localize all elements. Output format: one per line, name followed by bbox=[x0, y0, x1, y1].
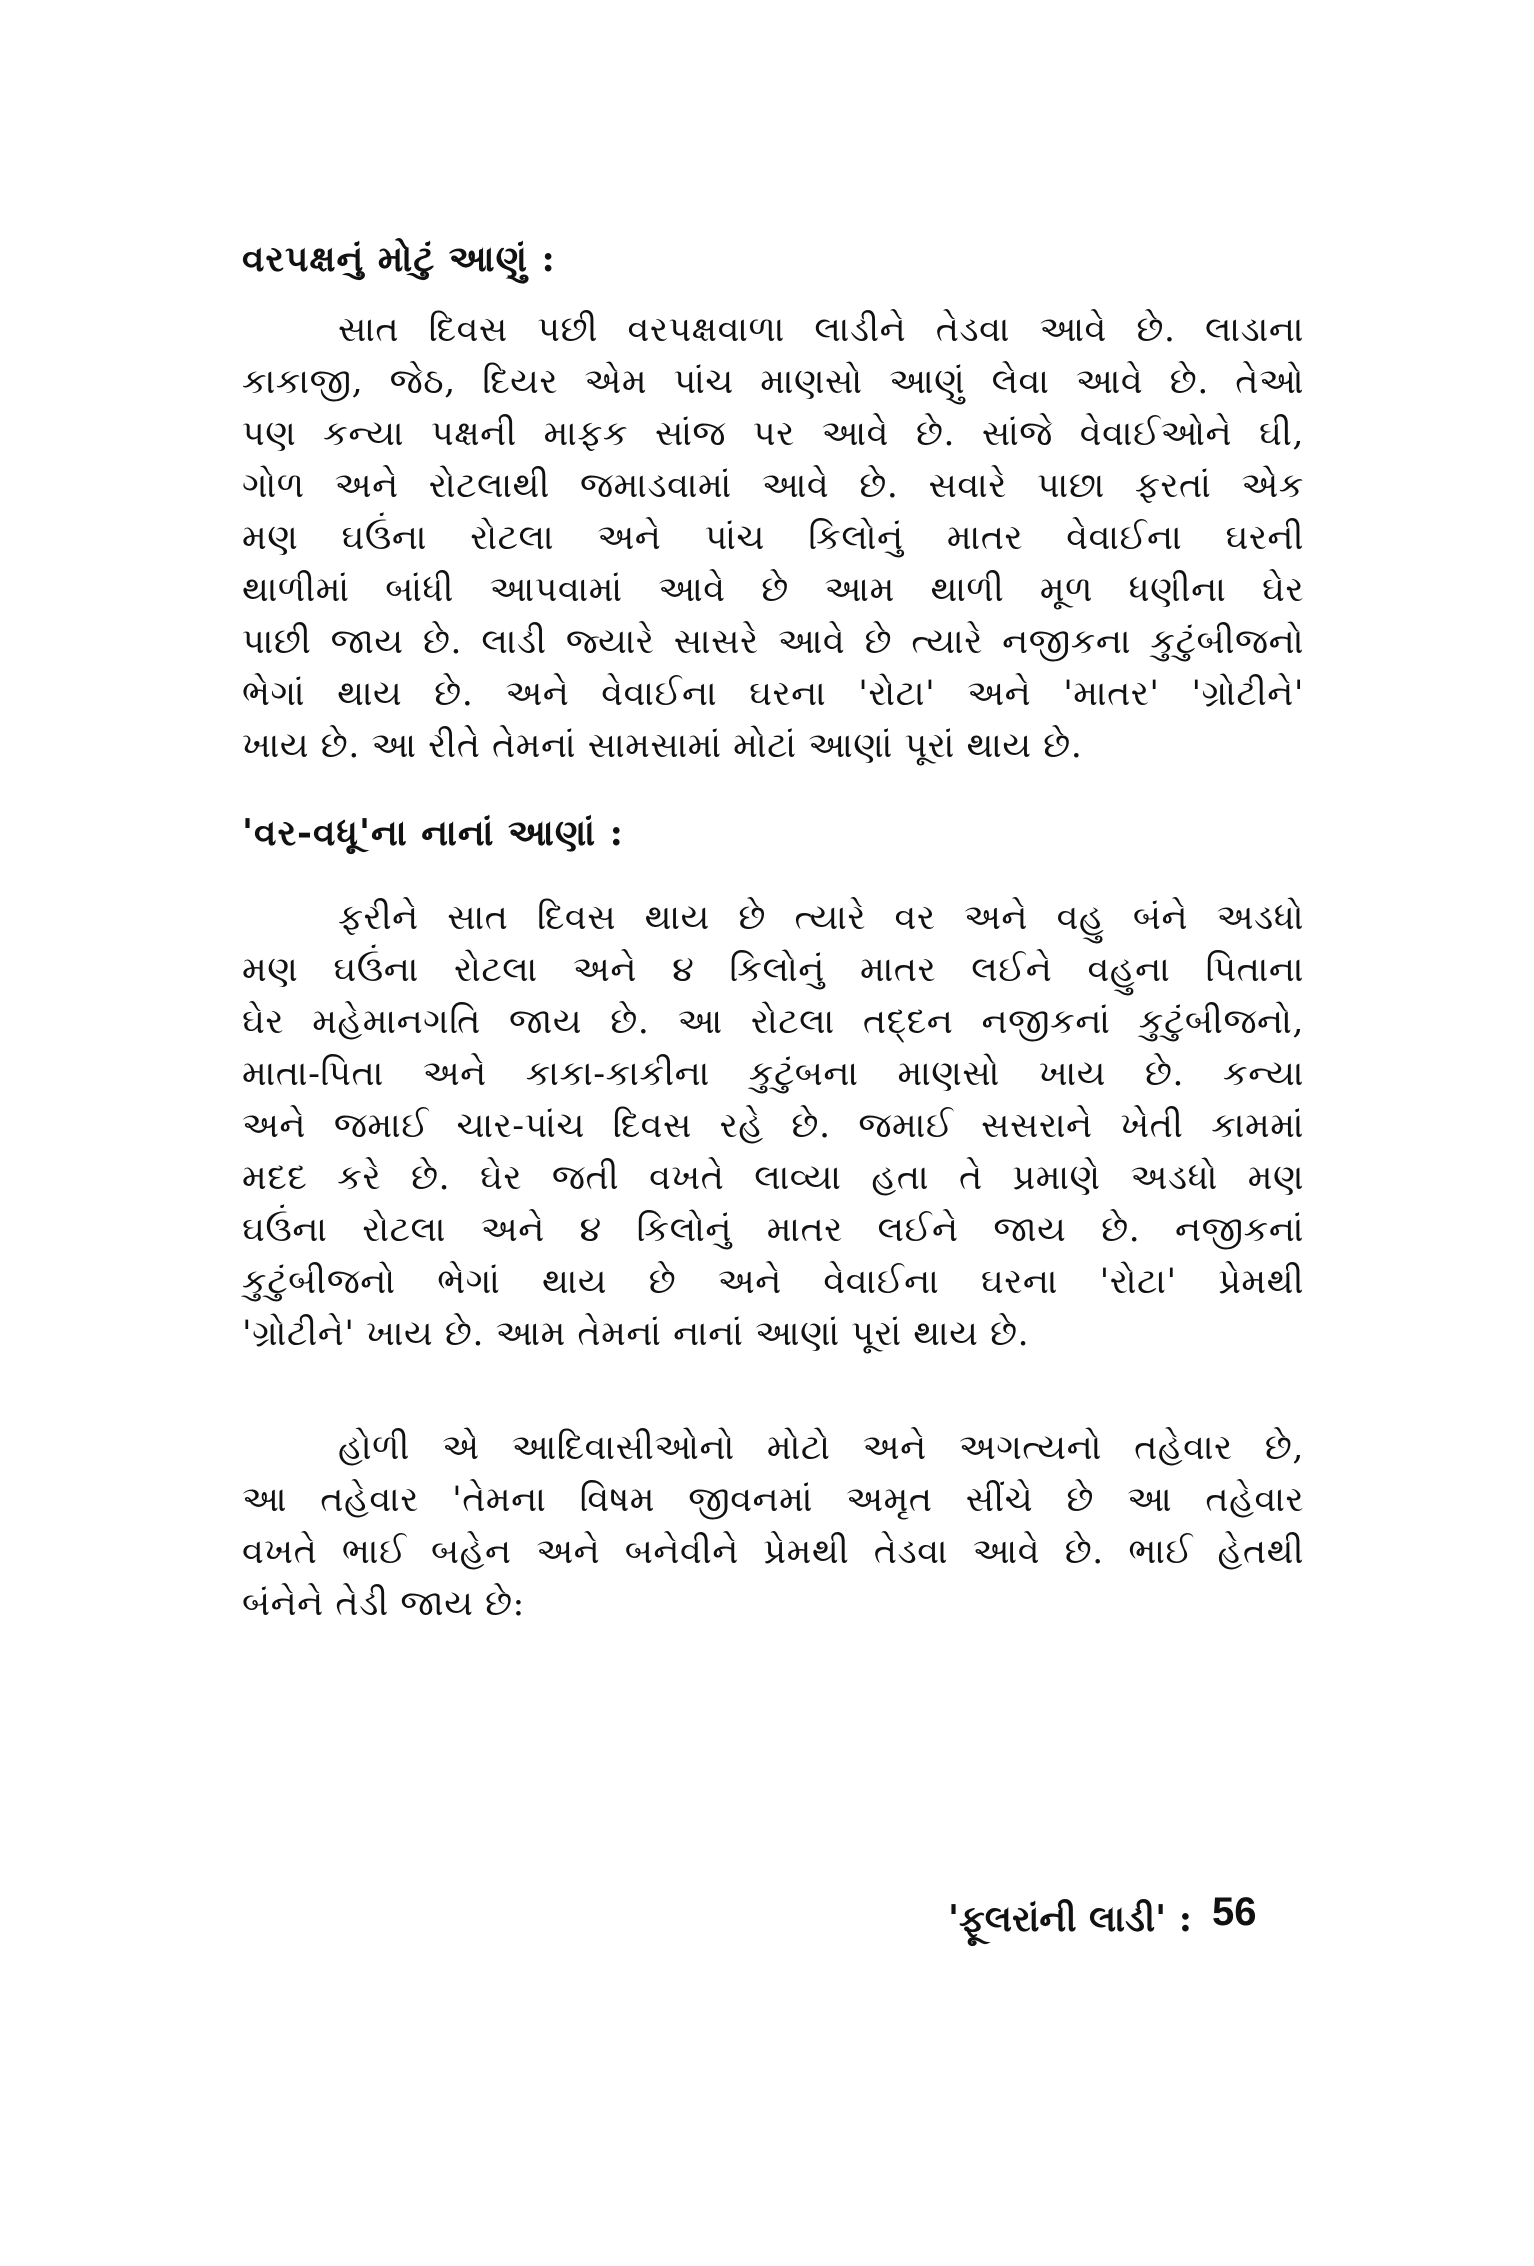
paragraph-line: મદદ કરે છે. ઘેર જતી વખતે લાવ્યા હતા તે પ્રમાણે અડધો મણ bbox=[242, 1158, 1304, 1198]
paragraph-line: કાકાજી, જેઠ, દિયર એમ પાંચ માણસો આણું લેવા આવે છે. તેઓ bbox=[242, 362, 1304, 402]
paragraph-line: આ તહેવાર 'તેમના વિષમ જીવનમાં અમૃત સીંચે છે આ તહેવાર bbox=[242, 1480, 1304, 1520]
book-title-footer: 'ફૂલરાંની લાડી' : bbox=[948, 1898, 1192, 1940]
paragraph-line: ભેગાં થાય છે. અને વેવાઈના ઘરના 'રોટા' અને 'માતર' 'ગ્રોટીને' bbox=[242, 674, 1304, 714]
paragraph-line: ઘઉંના રોટલા અને ૪ કિલોનું માતર લઈને જાય છે. નજીકનાં bbox=[242, 1210, 1304, 1250]
paragraph-line: પાછી જાય છે. લાડી જ્યારે સાસરે આવે છે ત્યારે નજીકના કુટુંબીજનો bbox=[242, 622, 1304, 662]
paragraph-line: કુટુંબીજનો ભેગાં થાય છે અને વેવાઈના ઘરના 'રોટા' પ્રેમથી bbox=[242, 1262, 1304, 1302]
section-heading: 'વર-વધૂ'ના નાનાં આણાં : bbox=[242, 812, 624, 854]
paragraph-line: ઘેર મહેમાનગતિ જાય છે. આ રોટલા તદ્દન નજીકનાં કુટુંબીજનો, bbox=[242, 1002, 1304, 1042]
paragraph-line: ખાય છે. આ રીતે તેમનાં સામસામાં મોટાં આણાં પૂરાં થાય છે. bbox=[242, 726, 1083, 766]
paragraph-line: સાત દિવસ પછી વરપક્ષવાળા લાડીને તેડવા આવે છે. લાડાના bbox=[338, 310, 1304, 350]
paragraph-line: મણ ઘઉંના રોટલા અને ૪ કિલોનું માતર લઈને વહુના પિતાના bbox=[242, 950, 1304, 990]
paragraph-line: થાળીમાં બાંધી આપવામાં આવે છે આમ થાળી મૂળ ધણીના ઘેર bbox=[242, 570, 1304, 610]
paragraph-line: માતા-પિતા અને કાકા-કાકીના કુટુંબના માણસો ખાય છે. કન્યા bbox=[242, 1054, 1304, 1094]
paragraph-line: બંનેને તેડી જાય છે: bbox=[242, 1584, 525, 1624]
paragraph-line: વખતે ભાઈ બહેન અને બનેવીને પ્રેમથી તેડવા આવે છે. ભાઈ હેતથી bbox=[242, 1532, 1304, 1572]
paragraph-line: મણ ઘઉંના રોટલા અને પાંચ કિલોનું માતર વેવાઈના ઘરની bbox=[242, 518, 1304, 558]
page-number: 56 bbox=[1212, 1890, 1257, 1934]
paragraph-line: ગોળ અને રોટલાથી જમાડવામાં આવે છે. સવારે પાછા ફરતાં એક bbox=[242, 466, 1304, 506]
section-heading: વરપક્ષનું મોટું આણું : bbox=[242, 238, 556, 280]
paragraph-line: હોળી એ આદિવાસીઓનો મોટો અને અગત્યનો તહેવાર છે, bbox=[338, 1428, 1304, 1468]
paragraph-line: 'ગ્રોટીને' ખાય છે. આમ તેમનાં નાનાં આણાં પૂરાં થાય છે. bbox=[242, 1314, 1030, 1354]
paragraph-line: અને જમાઈ ચાર-પાંચ દિવસ રહે છે. જમાઈ સસરાને ખેતી કામમાં bbox=[242, 1106, 1304, 1146]
paragraph-line: ફરીને સાત દિવસ થાય છે ત્યારે વર અને વહુ બંને અડધો bbox=[338, 898, 1304, 938]
paragraph-line: પણ કન્યા પક્ષની માફક સાંજ પર આવે છે. સાંજે વેવાઈઓને ઘી, bbox=[242, 414, 1304, 454]
